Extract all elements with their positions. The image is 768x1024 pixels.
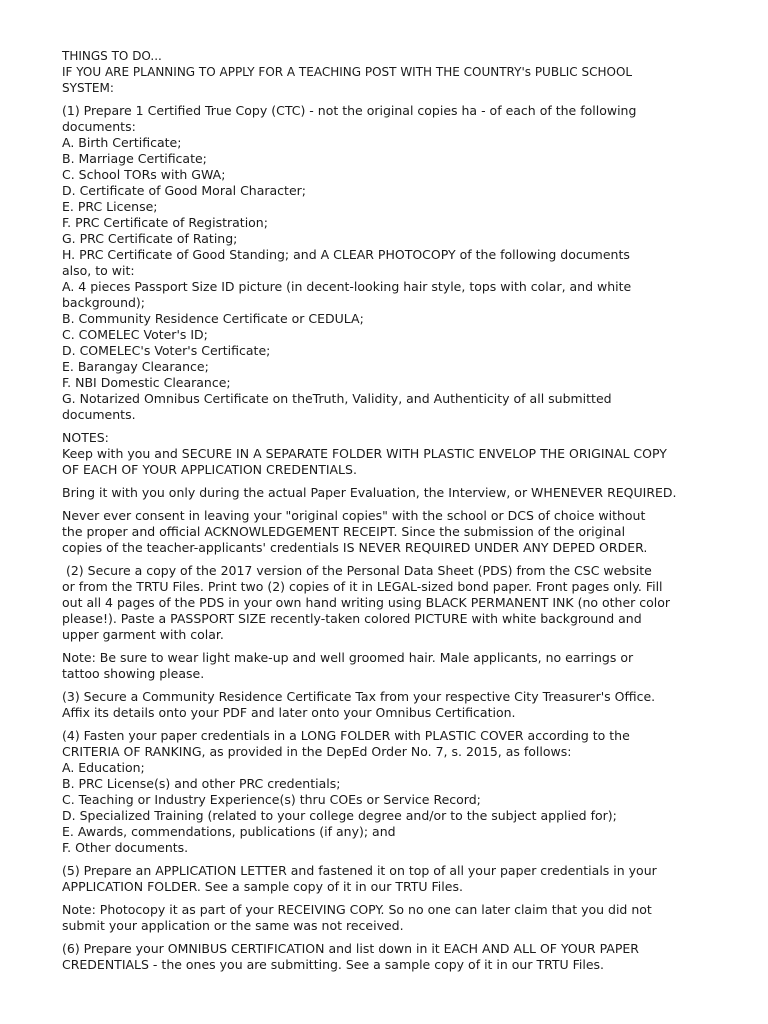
text-line: C. COMELEC Voter's ID;	[62, 327, 208, 342]
never-consent-paragraph	[62, 508, 706, 556]
text-line: B. Marriage Certificate;	[62, 151, 207, 166]
text-line: E. Awards, commendations, publications (if any); and	[62, 824, 396, 839]
text-line: out all 4 pages of the PDS in your own hand writing using BLACK PERMANENT INK (no other color	[62, 595, 671, 610]
text-line: please!). Paste a PASSPORT SIZE recently-taken colored PICTURE with white background and	[62, 611, 642, 626]
text-line: Affix its details onto your PDF and later onto your Omnibus Certification.	[62, 705, 516, 720]
text-line: (4) Fasten your paper credentials in a LONG FOLDER with PLASTIC COVER according to the	[62, 728, 630, 743]
text-line: submit your application or the same was not received.	[62, 918, 404, 933]
text-line: C. School TORs with GWA;	[62, 167, 226, 182]
step-4-paragraph	[62, 728, 706, 856]
bring-paragraph	[62, 485, 706, 501]
text-line: D. Certificate of Good Moral Character;	[62, 183, 306, 198]
text-line: CREDENTIALS - the ones you are submitting. See a sample copy of it in our TRTU Files.	[62, 957, 605, 972]
text-line: or from the TRTU Files. Print two (2) copies of it in LEGAL-sized bond paper. Front pages only. Fill	[62, 579, 663, 594]
header-line: IF YOU ARE PLANNING TO APPLY FOR A TEACHING POST WITH THE COUNTRY's PUBLIC SCHOOL	[62, 65, 633, 79]
text-line: OF EACH OF YOUR APPLICATION CREDENTIALS.	[62, 462, 357, 477]
text-line: G. PRC Certificate of Rating;	[62, 231, 238, 246]
text-line: (2) Secure a copy of the 2017 version of the Personal Data Sheet (PDS) from the CSC website	[62, 563, 652, 578]
notes-paragraph	[62, 430, 706, 478]
photocopy-note-paragraph	[62, 902, 706, 934]
text-line: (5) Prepare an APPLICATION LETTER and fastened it on top of all your paper credentials in your	[62, 863, 657, 878]
document-header	[62, 48, 706, 96]
text-line: also, to wit:	[62, 263, 135, 278]
text-line: copies of the teacher-applicants' credentials IS NEVER REQUIRED UNDER ANY DEPED ORDER.	[62, 540, 648, 555]
text-line: F. Other documents.	[62, 840, 189, 855]
text-line: G. Notarized Omnibus Certificate on theTruth, Validity, and Authenticity of all submitted	[62, 391, 612, 406]
text-line: Note: Photocopy it as part of your RECEIVING COPY. So no one can later claim that you did not	[62, 902, 652, 917]
text-line: documents:	[62, 119, 136, 134]
text-line: background);	[62, 295, 146, 310]
text-line: Keep with you and SECURE IN A SEPARATE FOLDER WITH PLASTIC ENVELOP THE ORIGINAL COPY	[62, 446, 667, 461]
text-line: (1) Prepare 1 Certified True Copy (CTC) - not the original copies ha - of each of the following	[62, 103, 637, 118]
text-line: D. Specialized Training (related to your college degree and/or to the subject applied for);	[62, 808, 617, 823]
text-line: A. Education;	[62, 760, 145, 775]
text-line: Never ever consent in leaving your "original copies" with the school or DCS of choice without	[62, 508, 646, 523]
text-line: A. Birth Certificate;	[62, 135, 182, 150]
text-line: H. PRC Certificate of Good Standing; and A CLEAR PHOTOCOPY of the following documents	[62, 247, 630, 262]
step-1-paragraph	[62, 103, 706, 423]
step-6-paragraph	[62, 941, 706, 973]
step-2-paragraph	[62, 563, 706, 643]
text-line: B. Community Residence Certificate or CEDULA;	[62, 311, 364, 326]
text-line: A. 4 pieces Passport Size ID picture (in decent-looking hair style, tops with colar, and white	[62, 279, 632, 294]
text-line: APPLICATION FOLDER. See a sample copy of it in our TRTU Files.	[62, 879, 463, 894]
step-3-paragraph	[62, 689, 706, 721]
header-line: SYSTEM:	[62, 81, 114, 95]
text-line: tattoo showing please.	[62, 666, 205, 681]
text-line: Bring it with you only during the actual Paper Evaluation, the Interview, or WHENEVER REQUIRED.	[62, 485, 677, 500]
text-line: Note: Be sure to wear light make-up and well groomed hair. Male applicants, no earrings or	[62, 650, 634, 665]
makeup-note-paragraph	[62, 650, 706, 682]
text-line: E. Barangay Clearance;	[62, 359, 209, 374]
text-line: E. PRC License;	[62, 199, 158, 214]
text-line: D. COMELEC's Voter's Certificate;	[62, 343, 271, 358]
text-line: upper garment with colar.	[62, 627, 224, 642]
text-line: NOTES:	[62, 430, 109, 445]
text-line: C. Teaching or Industry Experience(s) thru COEs or Service Record;	[62, 792, 481, 807]
text-line: (6) Prepare your OMNIBUS CERTIFICATION and list down in it EACH AND ALL OF YOUR PAPER	[62, 941, 639, 956]
text-line: the proper and official ACKNOWLEDGEMENT RECEIPT. Since the submission of the original	[62, 524, 626, 539]
text-line: F. PRC Certificate of Registration;	[62, 215, 268, 230]
text-line: B. PRC License(s) and other PRC credentials;	[62, 776, 341, 791]
step-5-paragraph	[62, 863, 706, 895]
text-line: documents.	[62, 407, 136, 422]
text-line: (3) Secure a Community Residence Certificate Tax from your respective City Treasurer's Office.	[62, 689, 656, 704]
header-line: THINGS TO DO...	[62, 49, 162, 63]
text-line: CRITERIA OF RANKING, as provided in the DepEd Order No. 7, s. 2015, as follows:	[62, 744, 572, 759]
text-line: F. NBI Domestic Clearance;	[62, 375, 231, 390]
